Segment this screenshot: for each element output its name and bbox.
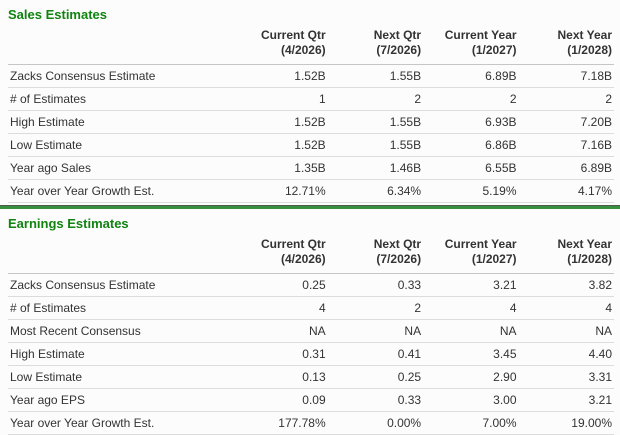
cell-value: 4.40 <box>519 343 614 366</box>
column-header-period: Next Year <box>557 28 612 42</box>
cell-value: 6.89B <box>423 65 518 88</box>
cell-value: 0.41 <box>328 343 423 366</box>
cell-value: 4.17% <box>519 180 614 203</box>
cell-value: 2 <box>328 88 423 111</box>
column-header-period: Current Year <box>444 237 517 251</box>
row-label: # of Estimates <box>8 297 232 320</box>
column-header-date: (1/2028) <box>567 43 612 57</box>
header-spacer <box>8 26 232 65</box>
earnings-estimates-section <box>0 216 620 435</box>
cell-value: 1.55B <box>328 111 423 134</box>
cell-value: 3.82 <box>519 274 614 297</box>
sales-estimates-section <box>0 7 620 203</box>
cell-value: NA <box>423 320 518 343</box>
cell-value: 2 <box>423 88 518 111</box>
cell-value: 1.52B <box>232 65 327 88</box>
column-header-period: Next Qtr <box>373 237 422 251</box>
column-header-date: (7/2026) <box>376 43 422 57</box>
column-header-date: (4/2026) <box>280 252 326 266</box>
cell-value: 0.33 <box>328 274 423 297</box>
column-header-period: Current Year <box>444 28 517 42</box>
row-label: Year over Year Growth Est. <box>8 180 232 203</box>
column-header-period: Next Year <box>557 237 612 251</box>
cell-value: 2 <box>519 88 614 111</box>
column-header-date: (1/2027) <box>471 252 517 266</box>
table-row <box>8 157 614 180</box>
table-row <box>8 366 614 389</box>
earnings-estimates-title: Earnings Estimates <box>8 216 129 231</box>
table-row <box>8 389 614 412</box>
row-label: High Estimate <box>8 343 232 366</box>
cell-value: 7.18B <box>519 65 614 88</box>
cell-value: 0.00% <box>328 412 423 435</box>
header-row <box>8 235 614 274</box>
cell-value: 7.00% <box>423 412 518 435</box>
row-label: Year over Year Growth Est. <box>8 412 232 435</box>
cell-value: NA <box>519 320 614 343</box>
column-header <box>519 235 614 274</box>
column-header-period: Current Qtr <box>260 28 326 42</box>
cell-value: 3.21 <box>519 389 614 412</box>
table-row <box>8 88 614 111</box>
cell-value: 7.20B <box>519 111 614 134</box>
row-label: Low Estimate <box>8 134 232 157</box>
sales-estimates-title: Sales Estimates <box>8 7 108 22</box>
cell-value: 1.55B <box>328 65 423 88</box>
cell-value: NA <box>328 320 423 343</box>
row-label: Year ago Sales <box>8 157 232 180</box>
column-header <box>519 26 614 65</box>
cell-value: 0.31 <box>232 343 327 366</box>
column-header <box>232 235 327 274</box>
table-row <box>8 65 614 88</box>
cell-value: 6.89B <box>519 157 614 180</box>
cell-value: 7.16B <box>519 134 614 157</box>
cell-value: 6.34% <box>328 180 423 203</box>
cell-value: 12.71% <box>232 180 327 203</box>
cell-value: 177.78% <box>232 412 327 435</box>
table-row <box>8 343 614 366</box>
column-header-date: (1/2027) <box>471 43 517 57</box>
cell-value: 0.09 <box>232 389 327 412</box>
row-label: High Estimate <box>8 111 232 134</box>
row-label: Zacks Consensus Estimate <box>8 65 232 88</box>
cell-value: 1.52B <box>232 111 327 134</box>
cell-value: 2.90 <box>423 366 518 389</box>
cell-value: 0.25 <box>328 366 423 389</box>
cell-value: 3.31 <box>519 366 614 389</box>
page <box>0 7 620 430</box>
column-header <box>328 26 423 65</box>
cell-value: 1 <box>232 88 327 111</box>
row-label: Year ago EPS <box>8 389 232 412</box>
cell-value: 5.19% <box>423 180 518 203</box>
column-header <box>328 235 423 274</box>
cell-value: 6.86B <box>423 134 518 157</box>
cell-value: 4 <box>423 297 518 320</box>
cell-value: 6.93B <box>423 111 518 134</box>
cell-value: 19.00% <box>519 412 614 435</box>
cell-value: 4 <box>232 297 327 320</box>
cell-value: 1.52B <box>232 134 327 157</box>
row-label: # of Estimates <box>8 88 232 111</box>
column-header <box>232 26 327 65</box>
cell-value: 6.55B <box>423 157 518 180</box>
cell-value: 4 <box>519 297 614 320</box>
cell-value: 1.55B <box>328 134 423 157</box>
table-row <box>8 111 614 134</box>
earnings-estimates-table <box>8 235 614 435</box>
header-spacer <box>8 235 232 274</box>
table-row <box>8 320 614 343</box>
cell-value: 1.46B <box>328 157 423 180</box>
cell-value: 3.21 <box>423 274 518 297</box>
column-header <box>423 26 518 65</box>
cell-value: 0.25 <box>232 274 327 297</box>
column-header-period: Current Qtr <box>260 237 326 251</box>
column-header-date: (1/2028) <box>567 252 612 266</box>
cell-value: 1.35B <box>232 157 327 180</box>
column-header-date: (4/2026) <box>280 43 326 57</box>
cell-value: 2 <box>328 297 423 320</box>
row-label: Zacks Consensus Estimate <box>8 274 232 297</box>
cell-value: NA <box>232 320 327 343</box>
section-divider <box>0 205 620 209</box>
sales-estimates-table <box>8 26 614 203</box>
table-row <box>8 297 614 320</box>
cell-value: 3.00 <box>423 389 518 412</box>
row-label: Low Estimate <box>8 366 232 389</box>
column-header-period: Next Qtr <box>373 28 422 42</box>
table-row <box>8 412 614 435</box>
cell-value: 3.45 <box>423 343 518 366</box>
cell-value: 0.13 <box>232 366 327 389</box>
cell-value: 0.33 <box>328 389 423 412</box>
row-label: Most Recent Consensus <box>8 320 232 343</box>
column-header <box>423 235 518 274</box>
table-row <box>8 134 614 157</box>
column-header-date: (7/2026) <box>376 252 422 266</box>
header-row <box>8 26 614 65</box>
table-row <box>8 274 614 297</box>
table-row <box>8 180 614 203</box>
